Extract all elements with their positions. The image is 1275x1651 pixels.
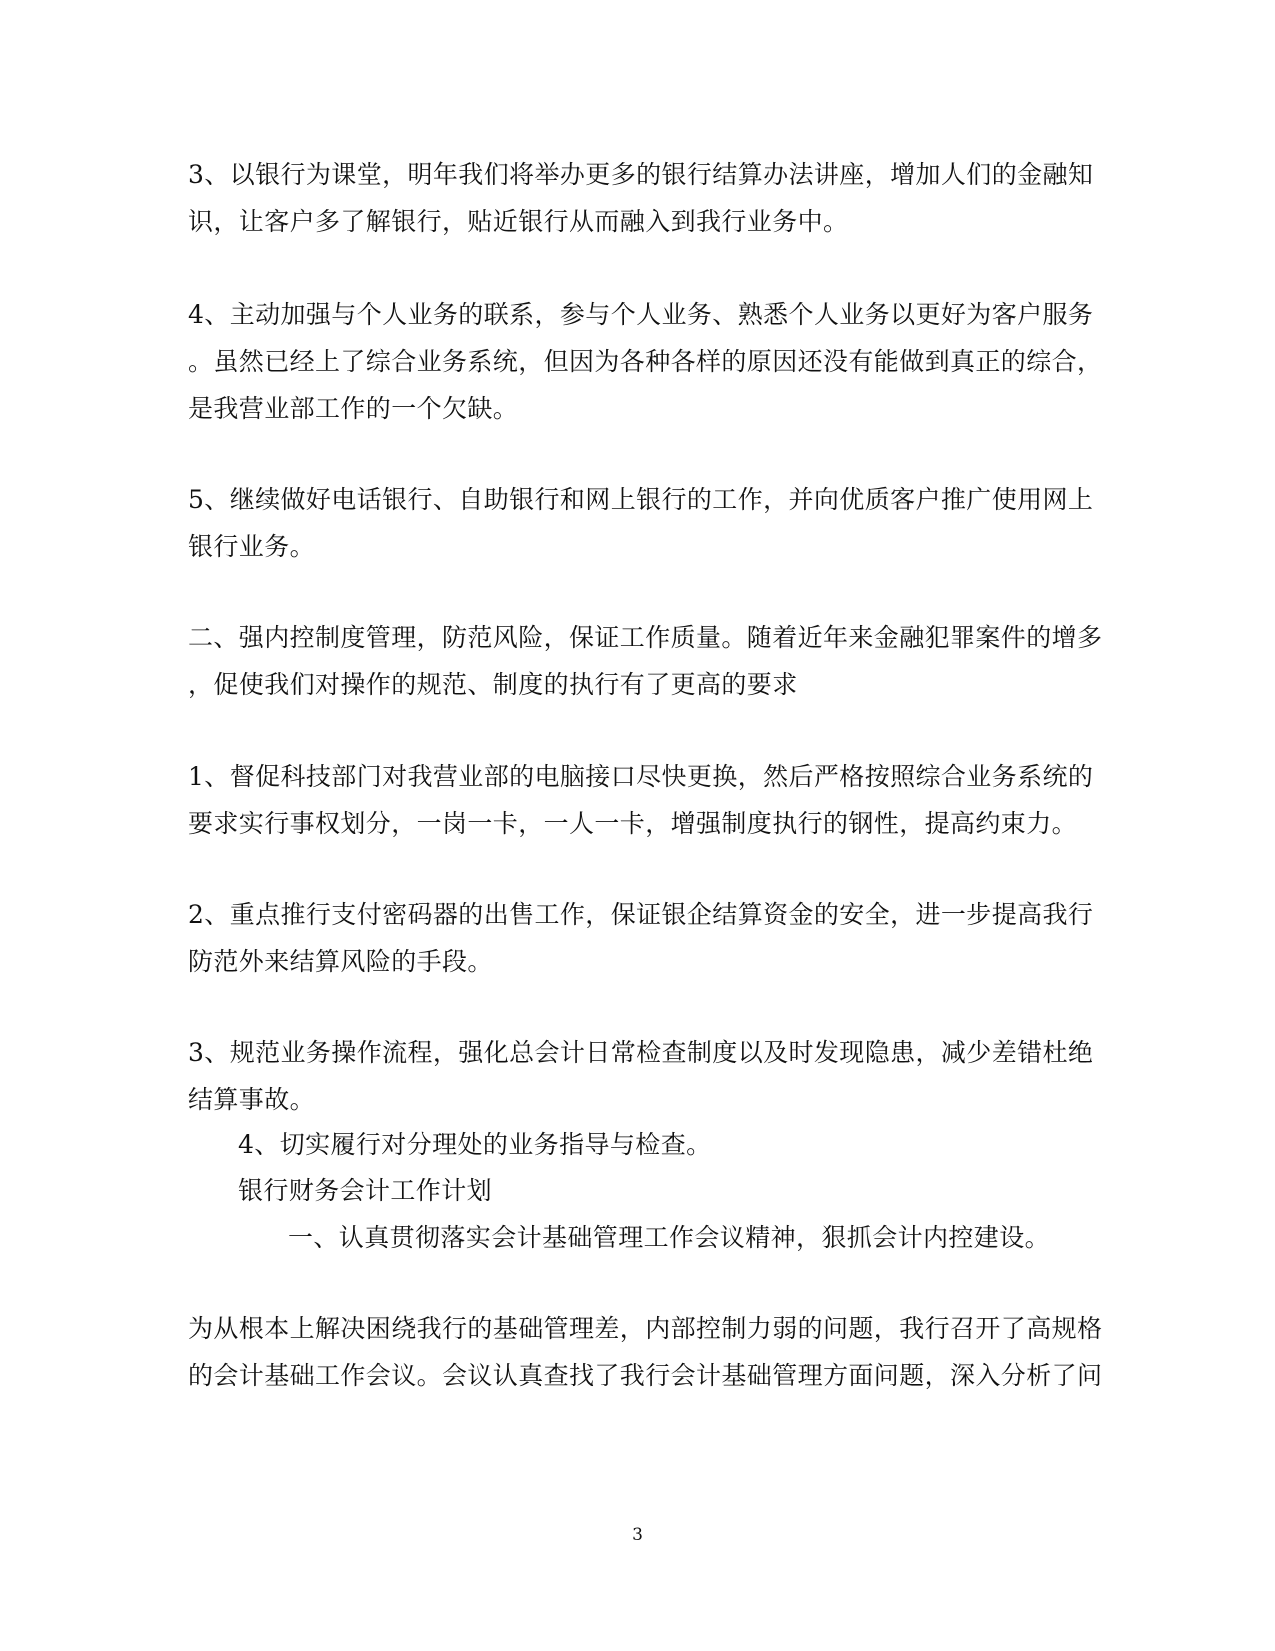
section-heading-line: 一、认真贯彻落实会计基础管理工作会议精神，狠抓会计内控建设。 — [288, 1223, 1051, 1252]
text-line: 4、主动加强与个人业务的联系，参与个人业务、熟悉个人业务以更好为客户服务 — [188, 300, 1094, 329]
text-line: 是我营业部工作的一个欠缺。 — [188, 394, 519, 423]
text-line: 为从根本上解决困绕我行的基础管理差，内部控制力弱的问题，我行召开了高规格 — [188, 1314, 1103, 1343]
text-line: 结算事故。 — [188, 1085, 316, 1114]
text-line: 银行业务。 — [188, 532, 316, 561]
text-line: 要求实行事权划分，一岗一卡，一人一卡，增强制度执行的钢性，提高约束力。 — [188, 809, 1078, 838]
text-line: 4、切实履行对分理处的业务指导与检查。 — [238, 1130, 712, 1159]
document-subtitle: 银行财务会计工作计划 — [238, 1176, 493, 1205]
section-heading-line: 二、强内控制度管理，防范风险，保证工作质量。随着近年来金融犯罪案件的增多 — [188, 623, 1103, 652]
text-line: 2、重点推行支付密码器的出售工作，保证银企结算资金的安全，进一步提高我行 — [188, 900, 1094, 929]
text-line: 3、以银行为课堂，明年我们将举办更多的银行结算办法讲座，增加人们的金融知 — [188, 160, 1094, 189]
text-line: 防范外来结算风险的手段。 — [188, 947, 493, 976]
text-line: 1、督促科技部门对我营业部的电脑接口尽快更换，然后严格按照综合业务系统的 — [188, 762, 1094, 791]
page-number: 3 — [632, 1525, 643, 1545]
text-line: 5、继续做好电话银行、自助银行和网上银行的工作，并向优质客户推广使用网上 — [188, 485, 1094, 514]
text-line: 。虽然已经上了综合业务系统，但因为各种各样的原因还没有能做到真正的综合， — [188, 347, 1103, 376]
text-line: ，促使我们对操作的规范、制度的执行有了更高的要求 — [188, 670, 798, 699]
text-line: 3、规范业务操作流程，强化总会计日常检查制度以及时发现隐患，减少差错杜绝 — [188, 1038, 1094, 1067]
text-line: 识，让客户多了解银行，贴近银行从而融入到我行业务中。 — [188, 207, 849, 236]
text-line: 的会计基础工作会议。会议认真查找了我行会计基础管理方面问题，深入分析了问 — [188, 1361, 1103, 1390]
